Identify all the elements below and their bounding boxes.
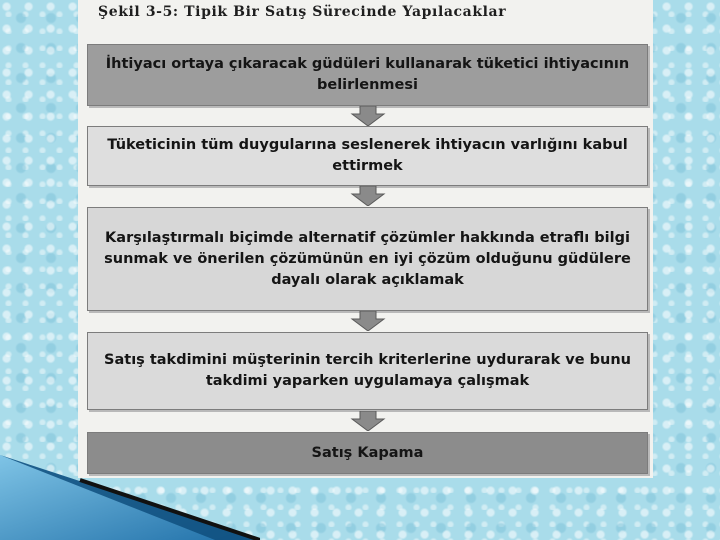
step-box-4 bbox=[87, 332, 648, 410]
scanned-figure bbox=[78, 0, 653, 478]
down-arrow-icon bbox=[348, 311, 388, 331]
figure-title: Şekil 3-5: Tipik Bir Satış Sürecinde Yapılacaklar bbox=[98, 4, 507, 20]
step-box-1 bbox=[87, 44, 648, 106]
step-box-2 bbox=[87, 126, 648, 186]
step-text-5: Satış Kapama bbox=[311, 444, 424, 461]
step-text-1: İhtiyacı ortaya çıkaracak güdüleri kullanarak tüketici ihtiyacının belirlenmesi bbox=[105, 56, 630, 93]
step-text-3: Karşılaştırmalı biçimde alternatif çözümler hakkında etraflı bilgi sunmak ve önerilen çözümünün en iyi çözüm olduğunu güdülere dayalı olarak açıklamak bbox=[104, 229, 631, 288]
down-arrow-icon bbox=[348, 411, 388, 431]
down-arrow-icon bbox=[348, 186, 388, 206]
step-text-2: Tüketicinin tüm duygularına seslenerek ihtiyacın varlığını kabul ettirmek bbox=[107, 137, 628, 174]
step-box-3 bbox=[87, 207, 648, 311]
down-arrow-icon bbox=[348, 106, 388, 126]
corner-decoration bbox=[0, 455, 260, 540]
step-text-4: Satış takdimini müşterinin tercih kriterlerine uydurarak ve bunu takdimi yaparken uygulamaya çalışmak bbox=[104, 352, 631, 389]
